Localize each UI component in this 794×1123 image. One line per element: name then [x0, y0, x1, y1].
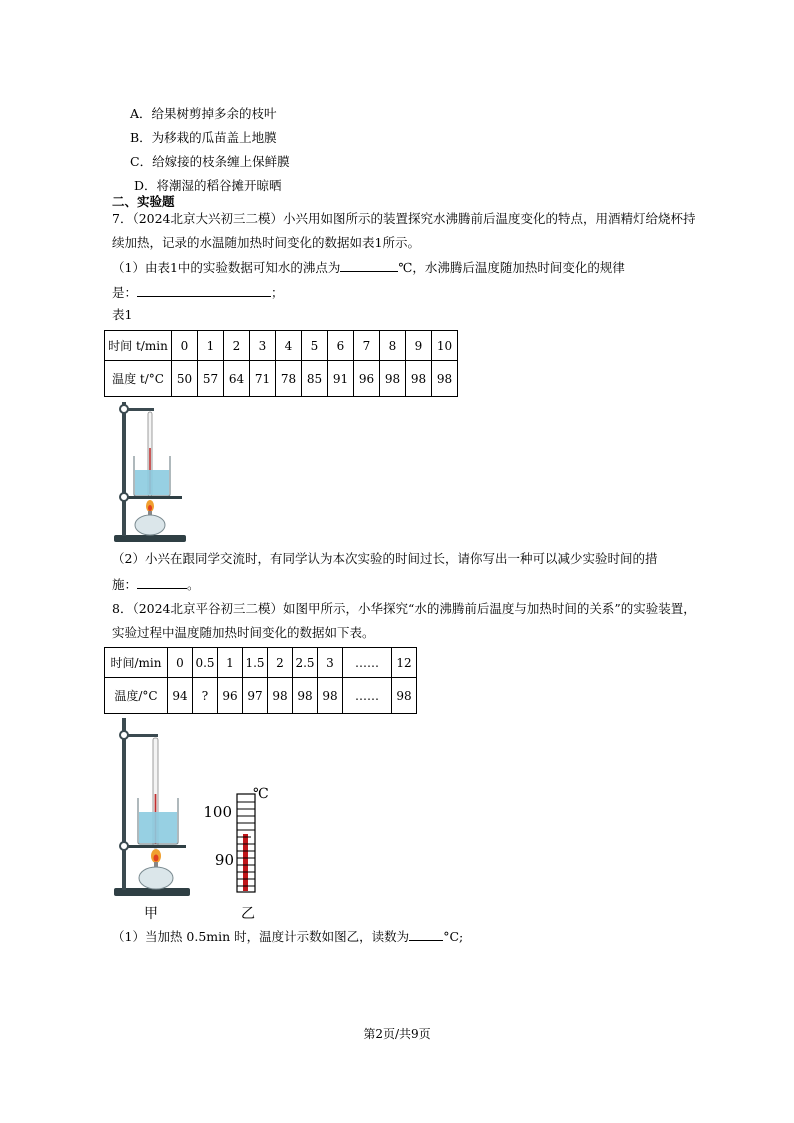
q7-intro-line2: 续加热，记录的水温随加热时间变化的数据如表1所示。	[112, 235, 420, 250]
q7-time-cell: 1	[198, 331, 224, 361]
q8-time-cell: 12	[392, 648, 417, 678]
q8-time-cell: 0.5	[193, 648, 218, 678]
q8-reading-blank[interactable]	[409, 928, 443, 941]
q7-time-row	[105, 331, 458, 361]
q7-temp-cell: 85	[302, 361, 328, 397]
q7-part1-text-b: ℃，水沸腾后温度随加热时间变化的规律	[398, 260, 625, 275]
q7-time-cell: 9	[406, 331, 432, 361]
q7-boiling-point-blank[interactable]	[340, 259, 398, 272]
beaker-water	[139, 812, 177, 843]
q7-time-cell: 7	[354, 331, 380, 361]
stand-rod	[122, 718, 126, 890]
q7-temp-cell: 98	[380, 361, 406, 397]
q7-measure-blank[interactable]	[137, 576, 187, 589]
option-b: B．为移栽的瓜苗盖上地膜	[130, 130, 277, 145]
q7-temp-header: 温度 t/°C	[105, 361, 172, 397]
q7-rule-blank[interactable]	[137, 284, 271, 297]
q8-time-header: 时间/min	[105, 648, 168, 678]
q7-temp-cell: 71	[250, 361, 276, 397]
q8-figure	[110, 714, 290, 924]
q8-time-cell: 2.5	[293, 648, 318, 678]
tick-label-100: 100	[203, 803, 232, 821]
q8-thermometer-reading	[203, 786, 268, 892]
alcohol-lamp	[139, 867, 173, 889]
q7-temp-cell: 57	[198, 361, 224, 397]
q7-part2-line1: （2）小兴在跟同学交流时，有同学认为本次实验的时间过长，请你写出一种可以减少实验时间的措	[112, 551, 658, 566]
q8-temp-cell: 94	[168, 678, 193, 714]
q7-time-cell: 0	[172, 331, 198, 361]
q7-part1-text-d: ；	[271, 285, 284, 300]
beaker-water	[135, 470, 169, 495]
q8-temp-cell: 98	[392, 678, 417, 714]
q8-part1-line	[112, 928, 463, 945]
q7-part1-line1	[112, 259, 625, 276]
wire-gauze	[124, 496, 182, 499]
q7-time-cell: 2	[224, 331, 250, 361]
figure-label-yi: 乙	[241, 906, 255, 922]
ring-knob	[120, 842, 128, 850]
q8-intro-line2: 实验过程中温度随加热时间变化的数据如下表。	[112, 625, 375, 640]
q7-part2-text-c: 。	[187, 577, 200, 592]
q7-part1-line2	[112, 284, 284, 301]
q7-part1-text-c: 是：	[112, 285, 138, 300]
q7-part2-text-b: 施：	[112, 577, 138, 592]
stand-rod	[122, 402, 126, 536]
q7-time-cell: 8	[380, 331, 406, 361]
q8-time-cell: 1	[218, 648, 243, 678]
q8-temp-cell: 98	[318, 678, 343, 714]
q7-temp-cell: 98	[432, 361, 458, 397]
q7-time-cell: 4	[276, 331, 302, 361]
wire-gauze	[124, 845, 186, 848]
q8-temp-cell: ?	[193, 678, 218, 714]
q8-intro-line1: 8．（2024北京平谷初三二模）如图甲所示，小华探究“水的沸腾前后温度与加热时间的关系”的实验装置，	[112, 601, 696, 616]
q7-boiling-apparatus-figure	[110, 398, 190, 544]
q7-temp-cell: 98	[406, 361, 432, 397]
clamp-arm	[124, 734, 158, 737]
q8-temp-cell: 98	[268, 678, 293, 714]
q7-temp-cell: 78	[276, 361, 302, 397]
page-footer: 第2页/共9页	[363, 1027, 431, 1041]
mercury-column	[243, 834, 248, 891]
q8-temp-row	[105, 678, 417, 714]
clamp-knob	[120, 731, 128, 739]
q7-time-cell: 10	[432, 331, 458, 361]
q8-temp-cell: 96	[218, 678, 243, 714]
option-c: C．给嫁接的枝条缠上保鲜膜	[130, 154, 290, 169]
clamp-knob	[120, 405, 128, 413]
ring-knob	[120, 493, 128, 501]
q8-part1-text-b: °C;	[443, 929, 464, 944]
q8-time-row	[105, 648, 417, 678]
stand-base	[114, 535, 186, 542]
alcohol-lamp	[135, 515, 165, 535]
q8-time-cell: 3	[318, 648, 343, 678]
tick-label-90: 90	[214, 851, 234, 869]
q7-temp-cell: 91	[328, 361, 354, 397]
q7-data-table	[104, 330, 458, 397]
q7-intro-line1: 7．（2024北京大兴初三二模）小兴用如图所示的装置探究水沸腾前后温度变化的特点，用酒精灯给烧杯持	[112, 211, 696, 226]
q7-temp-row	[105, 361, 458, 397]
q7-time-cell: 6	[328, 331, 354, 361]
section-heading: 二、实验题	[112, 194, 175, 209]
q7-part2-line2	[112, 576, 200, 593]
q8-time-cell: 2	[268, 648, 293, 678]
q7-time-cell: 5	[302, 331, 328, 361]
q8-part1-text-a: （1）当加热 0.5min 时，温度计示数如图乙，读数为	[112, 929, 410, 944]
thermometer-unit: ℃	[253, 786, 269, 802]
q8-time-cell: 1.5	[243, 648, 268, 678]
q7-time-cell: 3	[250, 331, 276, 361]
q8-temp-cell: 97	[243, 678, 268, 714]
q8-temp-cell: 98	[293, 678, 318, 714]
q7-table-caption: 表1	[112, 307, 133, 322]
q8-temp-header: 温度/°C	[105, 678, 168, 714]
option-d: D．将潮湿的稻谷摊开晾晒	[134, 178, 282, 193]
q7-temp-cell: 50	[172, 361, 198, 397]
option-a: A．给果树剪掉多余的枝叶	[130, 106, 277, 121]
figure-label-jia: 甲	[144, 906, 158, 922]
q7-temp-cell: 96	[354, 361, 380, 397]
q8-temp-cell: ……	[343, 678, 392, 714]
q8-time-cell: 0	[168, 648, 193, 678]
q8-boiling-apparatus	[114, 718, 190, 896]
q8-time-cell: ……	[343, 648, 392, 678]
q7-temp-cell: 64	[224, 361, 250, 397]
q8-data-table	[104, 647, 417, 714]
q7-time-header: 时间 t/min	[105, 331, 172, 361]
q7-part1-text-a: （1）由表1中的实验数据可知水的沸点为	[112, 260, 341, 275]
